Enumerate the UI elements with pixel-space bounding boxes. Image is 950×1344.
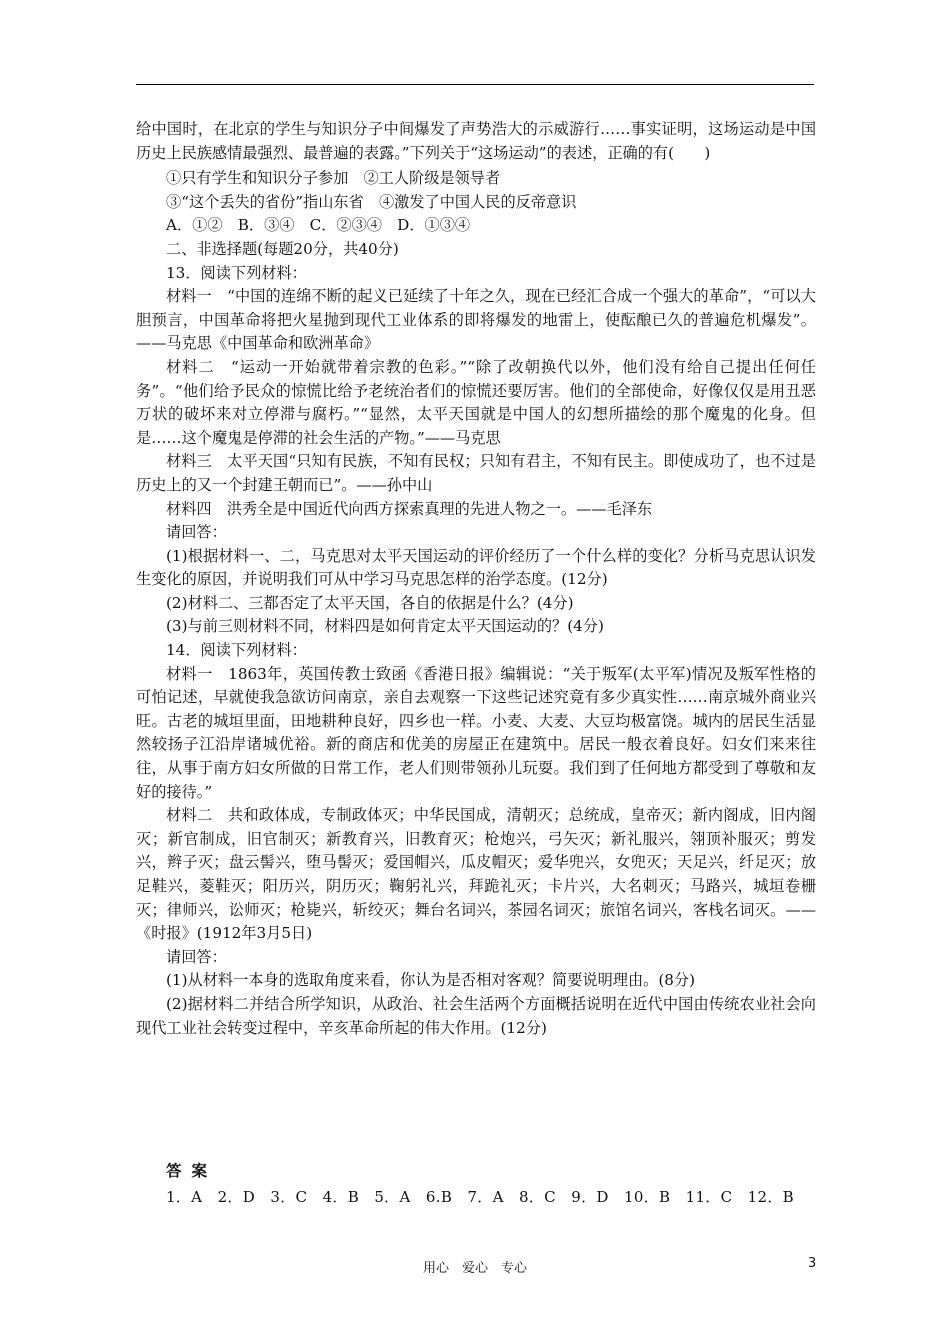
answers-list: 1．A 2．D 3．C 4．B 5．A 6.B 7．A 8．C 9．D 10．B 11．C 12．B bbox=[166, 1188, 794, 1206]
q12-option-line-1: ①只有学生和知识分子参加 ②工人阶级是领导者 bbox=[166, 169, 501, 188]
page-body bbox=[136, 118, 816, 1040]
q13-material-2: 材料二 “运动一开始就带着宗教的色彩。”“除了改朝换代以外，他们没有给自己提出任何任务”。“他们给予民众的惊慌比给予老统治者们的惊慌还要厉害。他们的全部使命，好像仅仅是用丑恶万状的破坏来对立停滞与腐朽。”“显然，太平天国就是中国人的幻想所描绘的那个魔鬼的化身。但是……这个魔鬼是停滞的社会生活的产物。”——马克思 bbox=[136, 357, 816, 447]
q14-material-1: 材料一 1863年，英国传教士致函《香港日报》编辑说：“关于叛军(太平军)情况及叛军性格的可怕记述，早就使我急欲访问南京，亲自去观察一下这些记述究竟有多少真实性……南京城外商业兴旺。古老的城垣里面，田地耕种良好，四乡也一样。小麦、大麦、大豆均极富饶。城内的居民生活显然较扬子江沿岸诸城优裕。新的商店和优美的房屋正在建筑中。居民一般衣着良好。妇女们来来往往，从事于南方妇女所做的日常工作，老人们则带领孙儿玩耍。我们到了任何地方都受到了尊敬和友好的接待。” bbox=[136, 664, 816, 801]
q12-option-line-2: ③“这个丢失的省份”指山东省 ④激发了中国人民的反帝意识 bbox=[166, 192, 577, 211]
q14-sub-question-2: (2)据材料二并结合所学知识，从政治、社会生活两个方面概括说明在近代中国由传统农业社会向现代工业社会转变过程中，辛亥革命所起的伟大作用。(12分) bbox=[136, 994, 816, 1037]
q12-choices: A．①② B．③④ C．②③④ D．①③④ bbox=[166, 216, 471, 235]
q14-sub-question-1: (1)从材料一本身的选取角度来看，你认为是否相对客观？简要说明理由。(8分) bbox=[166, 971, 696, 990]
q13-sub-question-3: (3)与前三则材料不同，材料四是如何肯定太平天国运动的？(4分) bbox=[166, 617, 604, 636]
q13-material-4: 材料四 洪秀全是中国近代向西方探索真理的先进人物之一。——毛泽东 bbox=[166, 499, 652, 518]
q14-intro: 14．阅读下列材料： bbox=[166, 641, 307, 660]
q13-material-1: 材料一 “中国的连绵不断的起义已延续了十年之久，现在已经汇合成一个强大的革命”，“可以大胆预言，中国革命将把火星抛到现代工业体系的即将爆发的地雷上，使酝酿已久的普遍危机爆发”。——马克思《中国革命和欧洲革命》 bbox=[136, 287, 816, 353]
section-2-heading: 二、非选择题(每题20分，共40分) bbox=[166, 239, 399, 258]
q13-prompt: 请回答： bbox=[166, 523, 227, 542]
page-number: 3 bbox=[808, 1256, 817, 1271]
header-rule bbox=[136, 84, 814, 85]
q14-prompt: 请回答： bbox=[166, 947, 227, 966]
q13-sub-question-1: (1)根据材料一、二，马克思对太平天国运动的评价经历了一个什么样的变化？分析马克思认识发生变化的原因，并说明我们可从中学习马克思怎样的治学态度。(12分) bbox=[136, 546, 816, 589]
answers-title: 答案 bbox=[166, 1161, 218, 1180]
q13-intro: 13．阅读下列材料： bbox=[166, 263, 307, 282]
footer-motto: 用心 爱心 专心 bbox=[422, 1261, 527, 1276]
q13-material-3: 材料三 太平天国“只知有民族，不知有民权；只知有君主，不知有民主。即使成功了，也不过是历史上的又一个封建王朝而已”。——孙中山 bbox=[136, 452, 816, 494]
q12-stem-continued: 给中国时，在北京的学生与知识分子中间爆发了声势浩大的示威游行……事实证明，这场运动是中国历史上民族感情最强烈、最普遍的表露。”下列关于“这场运动”的表述，正确的有( ) bbox=[136, 120, 816, 162]
q14-material-2: 材料二 共和政体成，专制政体灭；中华民国成，清朝灭；总统成，皇帝灭；新内阁成，旧内阁灭；新官制成，旧官制灭；新教育兴，旧教育灭；枪炮兴，弓矢灭；新礼服兴，翎顶补服灭；剪发兴，辫子灭；盘云髻兴，堕马髻灭；爱国帽兴，瓜皮帽灭；爱华兜兴，女兜灭；天足兴，纤足灭；放足鞋兴，菱鞋灭；阳历兴，阴历灭；鞠躬礼兴，拜跪礼灭；卡片兴，大名刺灭；马路兴，城垣卷栅灭；律师兴，讼师灭；枪毙兴，斩绞灭；舞台名词兴，茶园名词灭；旅馆名词兴，客栈名词灭。——《时报》(1912年3月5日) bbox=[136, 806, 816, 943]
q13-sub-question-2: (2)材料二、三都否定了太平天国，各自的依据是什么？(4分) bbox=[166, 593, 574, 612]
